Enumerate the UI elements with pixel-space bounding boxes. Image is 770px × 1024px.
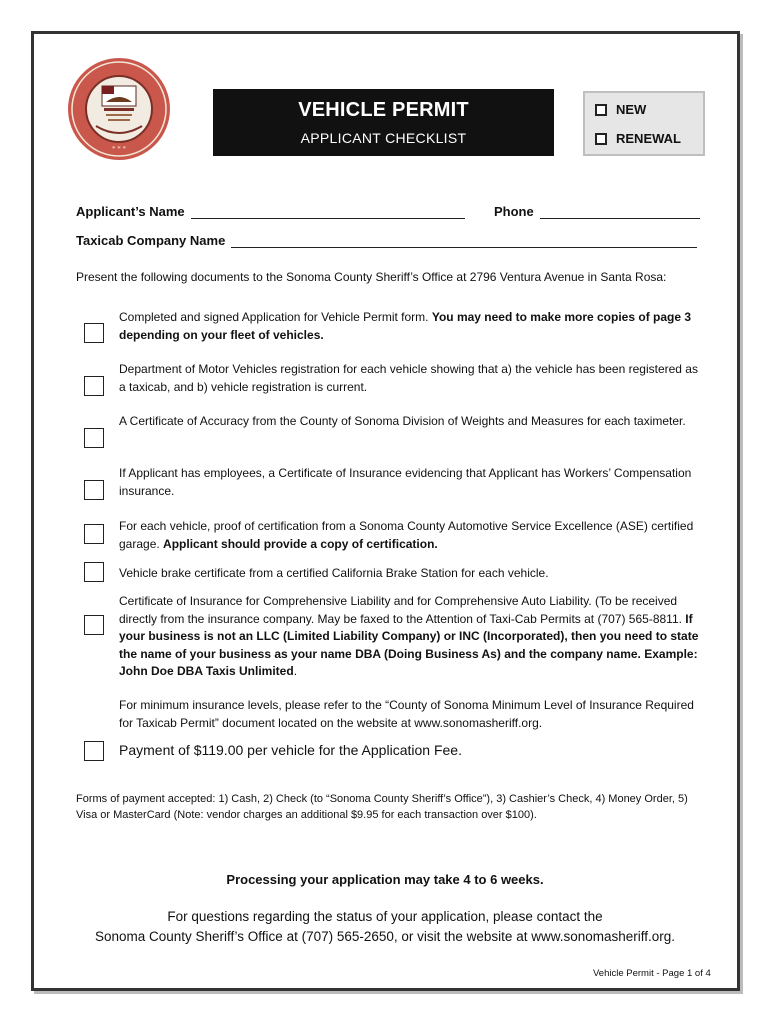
checklist-item-7: Certificate of Insurance for Comprehensive Liability and for Comprehensive Auto Liability. (To be received directly from the insurance company. May be faxed to the Attention of Taxi-Cab Permits at (707) 565-8811. If your business is not an LLC (Limited Liability Company) or INC (Incorporated), then you need to state the name of your business as your name DBA (Doing Business As) and the company name. Example: John Doe DBA Taxis Unlimited.: [119, 594, 699, 678]
processing-time: Processing your application may take 4 to 6 weeks.: [226, 872, 544, 887]
checklist-checkbox-5[interactable]: [84, 524, 104, 544]
insurance-note: For minimum insurance levels, please refer to the “County of Sonoma Minimum Level of Insurance Required for Taxicab Permit” document located on the website at www.sonomasheriff.org.: [119, 698, 694, 730]
title-block: [213, 89, 554, 156]
applicant-name-field[interactable]: [76, 204, 465, 219]
taxicab-company-line[interactable]: [231, 234, 697, 248]
application-type-box: [583, 91, 705, 156]
renewal-checkbox[interactable]: [595, 133, 607, 145]
checklist-checkbox-8[interactable]: [84, 741, 104, 761]
checklist-item-1: Completed and signed Application for Vehicle Permit form. You may need to make more copies of page 3 depending on your fleet of vehicles.: [119, 310, 692, 342]
checklist-item-8: Payment of $119.00 per vehicle for the Application Fee.: [119, 742, 462, 758]
taxicab-company-label: Taxicab Company Name: [76, 233, 226, 248]
phone-field[interactable]: [494, 204, 700, 219]
contact-info: [0, 907, 770, 947]
applicant-name-label: Applicant’s Name: [76, 204, 185, 219]
checklist-item-2: Department of Motor Vehicles registration for each vehicle showing that a) the vehicle has been registered as a taxicab, and b) vehicle registration is current.: [119, 362, 698, 394]
page-footer: Vehicle Permit - Page 1 of 4: [593, 968, 711, 979]
checklist-item-4: If Applicant has employees, a Certificate of Insurance evidencing that Applicant has Workers’ Compensation insurance.: [119, 466, 692, 498]
renewal-label: RENEWAL: [616, 131, 681, 146]
page-subtitle: APPLICANT CHECKLIST: [300, 130, 467, 146]
phone-line[interactable]: [540, 205, 700, 219]
phone-label: Phone: [494, 204, 534, 219]
contact-line-1: For questions regarding the status of your application, please contact the: [167, 909, 603, 924]
contact-line-2: Sonoma County Sheriff’s Office at (707) 565-2650, or visit the website at www.sonomasheriff.org.: [94, 929, 676, 944]
instructions: Present the following documents to the Sonoma County Sheriff’s Office at 2796 Ventura Avenue in Santa Rosa:: [76, 270, 667, 284]
checklist-checkbox-2[interactable]: [84, 376, 104, 396]
taxicab-company-field[interactable]: [76, 233, 697, 248]
checklist-checkbox-7[interactable]: [84, 615, 104, 635]
page-border: [31, 31, 740, 991]
applicant-name-line[interactable]: [191, 205, 465, 219]
new-option[interactable]: [595, 102, 646, 117]
svg-text:* * *: * * *: [112, 145, 126, 153]
checklist-checkbox-4[interactable]: [84, 480, 104, 500]
checklist-item-6: Vehicle brake certificate from a certified California Brake Station for each vehicle.: [119, 566, 549, 580]
renewal-option[interactable]: [595, 131, 681, 146]
checklist-item-3: A Certificate of Accuracy from the County of Sonoma Division of Weights and Measures for each taximeter.: [119, 414, 686, 428]
forms-of-payment: Forms of payment accepted: 1) Cash, 2) Check (to “Sonoma County Sheriff’s Office”), 3) Cashier’s Check, 4) Money Order, 5) Visa or MasterCard (Note: vendor charges an additional $9.95 for each transaction over $100).: [76, 793, 688, 821]
page-title: VEHICLE PERMIT: [298, 99, 469, 121]
checklist-checkbox-3[interactable]: [84, 428, 104, 448]
new-checkbox[interactable]: [595, 104, 607, 116]
new-label: NEW: [616, 102, 647, 117]
checklist-checkbox-6[interactable]: [84, 562, 104, 582]
county-seal-icon: [66, 56, 172, 162]
checklist-checkbox-1[interactable]: [84, 323, 104, 343]
checklist-item-5: For each vehicle, proof of certification from a Sonoma County Automotive Service Excellence (ASE) certified garage. Applicant should provide a copy of certification.: [119, 519, 694, 551]
